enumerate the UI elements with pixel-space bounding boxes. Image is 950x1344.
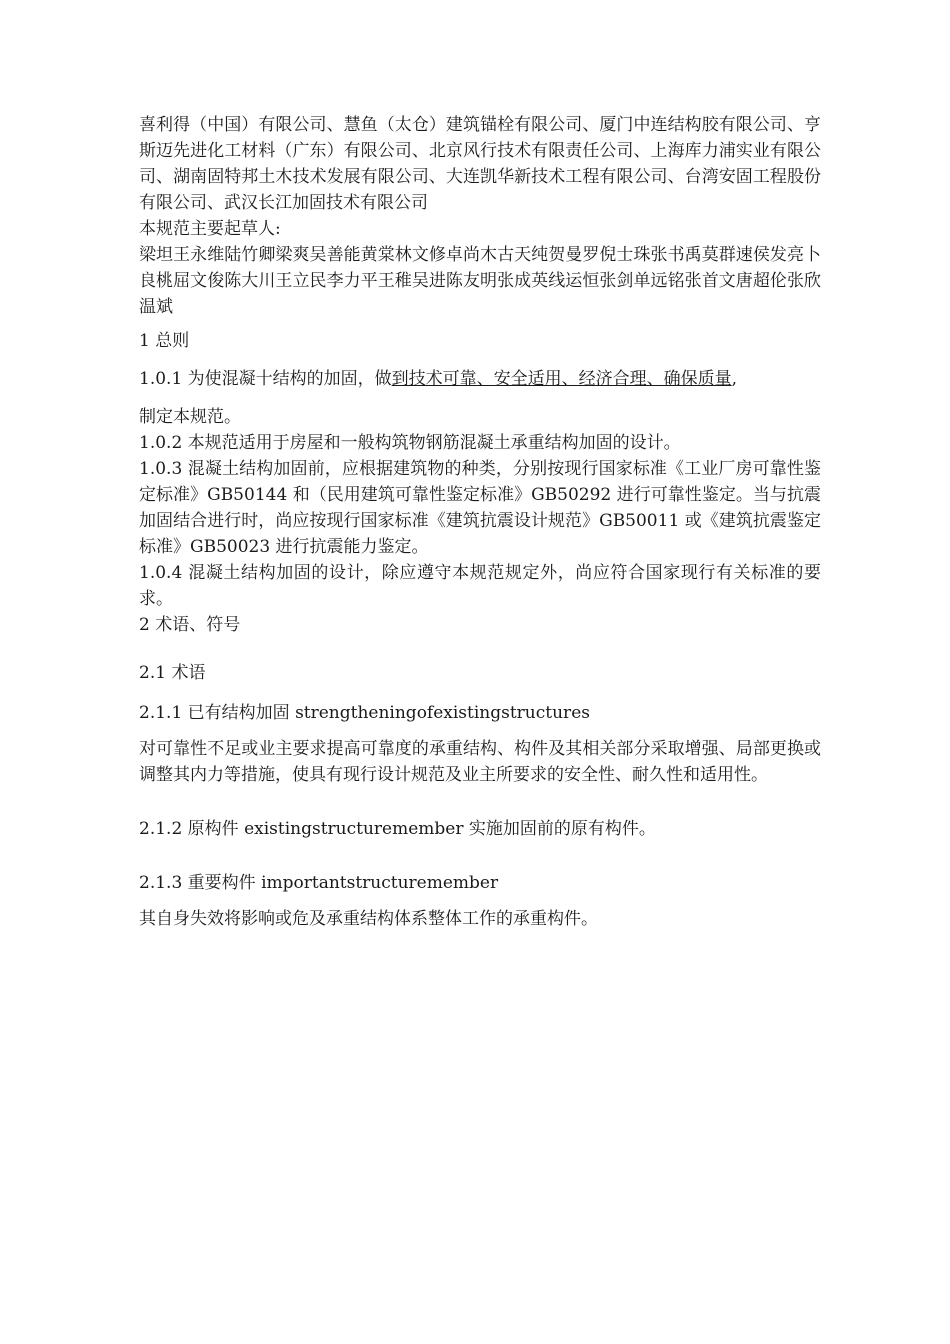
term-2-1-1-title: 2.1.1 已有结构加固 strengtheningofexistingstructures bbox=[139, 703, 590, 723]
drafters-label: 本规范主要起草人: bbox=[139, 219, 281, 239]
participating-companies: 喜利得（中国）有限公司、慧鱼（太仓）建筑锚栓有限公司、厦门中连结构胶有限公司、亨斯迈先进化工材料（广东）有限公司、北京风行技术有限责任公司、上海库力浦实业有限公司、湖南固特邦土木技术发展有限公司、大连凯华新技术工程有限公司、台湾安固工程股份有限公司、武汉长江加固技术有限公司 bbox=[139, 115, 821, 213]
clause-1-0-4: 1.0.4 混凝土结构加固的设计，除应遵守本规范规定外，尚应符合国家现行有关标准的要求。 bbox=[139, 563, 821, 609]
term-2-1-3-definition: 其自身失效将影响或危及承重结构体系整体工作的承重构件。 bbox=[139, 909, 598, 929]
clause-1-0-1-continuation: 制定本规范。 bbox=[139, 407, 241, 427]
term-2-1-3-title: 2.1.3 重要构件 importantstructuremember bbox=[139, 873, 499, 893]
term-2-1-2: 2.1.2 原构件 existingstructuremember 实施加固前的原有构件。 bbox=[139, 819, 656, 839]
drafters-list: 梁坦王永维陆竹卿梁爽吴善能黄棠林文修卓尚木古天纯贺曼罗倪士珠张书禹莫群速侯发亮卜良桃屈文俊陈大川王立民李力平王稚吴进陈友明张成英线运恒张剑单远铭张首文唐超伦张欣温斌 bbox=[139, 245, 821, 317]
clause-1-0-1-suffix: , bbox=[731, 369, 738, 389]
clause-1-0-1 bbox=[139, 366, 821, 392]
clause-1-0-1-prefix: 1.0.1 为使混凝十结构的加固，做 bbox=[139, 369, 392, 389]
section-2-1-heading: 2.1 术语 bbox=[139, 663, 206, 683]
term-2-1-1-definition: 对可靠性不足或业主要求提高可靠度的承重结构、构件及其相关部分采取增强、局部更换或调整其内力等措施，使具有现行设计规范及业主所要求的安全性、耐久性和适用性。 bbox=[139, 739, 821, 785]
chapter2-heading: 2 术语、符号 bbox=[139, 615, 241, 635]
chapter1-heading: 1 总则 bbox=[139, 331, 190, 351]
clause-1-0-3: 1.0.3 混凝土结构加固前，应根据建筑物的种类，分别按现行国家标准《工业厂房可靠性鉴定标准》GB50144 和（民用建筑可靠性鉴定标准》GB50292 进行可靠性鉴定。当与抗震加固结合进行时，尚应按现行国家标准《建筑抗震设计规范》GB50011 或《建筑抗震鉴定标准》GB50023 进行抗震能力鉴定。 bbox=[139, 459, 821, 557]
document-page bbox=[139, 112, 821, 932]
clause-1-0-2: 1.0.2 本规范适用于房屋和一般构筑物钢筋混凝土承重结构加固的设计。 bbox=[139, 433, 681, 453]
clause-1-0-1-underlined: 到技术可靠、安全适用、经济合理、确保质量 bbox=[391, 369, 732, 389]
